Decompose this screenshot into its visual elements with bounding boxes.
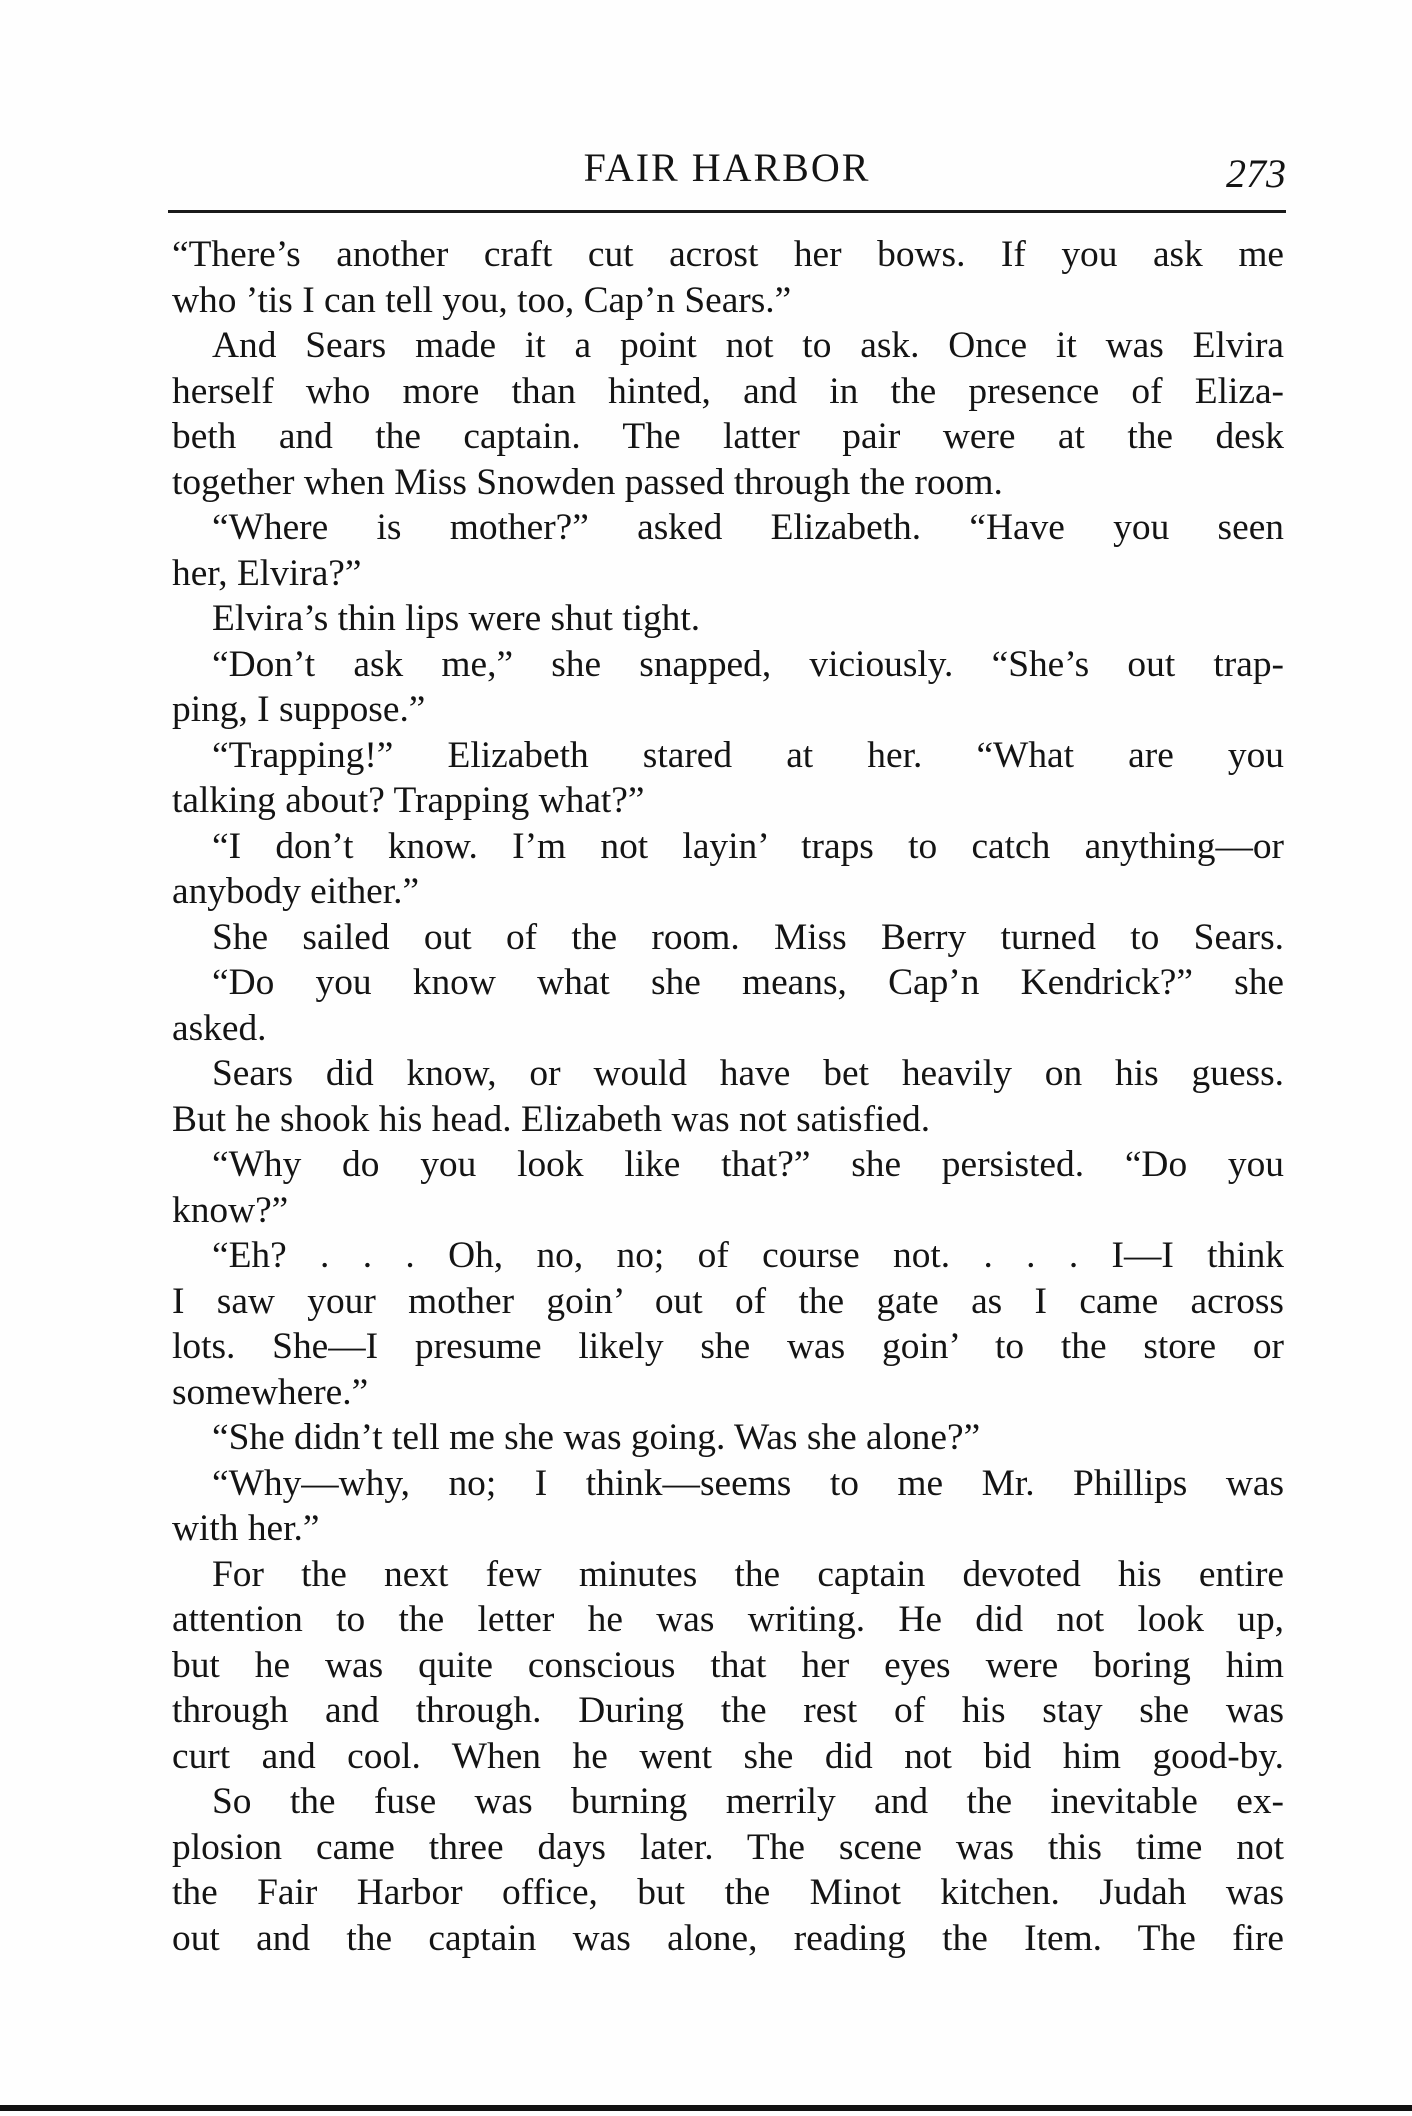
- text-line: I saw your mother goin’ out of the gate as I came across: [172, 1280, 1284, 1322]
- text-line: with her.”: [172, 1508, 320, 1549]
- text-line: She sailed out of the room. Miss Berry turned to Sears.: [212, 916, 1284, 958]
- text-line: lots. She—I presume likely she was goin’ to the store or: [172, 1326, 1284, 1367]
- text-line: “There’s another craft cut acrost her bows. If you ask me: [172, 234, 1284, 275]
- text-line: Sears did know, or would have bet heavily on his guess.: [212, 1053, 1284, 1094]
- running-title: FAIR HARBOR: [583, 145, 871, 190]
- text-line: anybody either.”: [172, 871, 420, 912]
- text-line: But he shook his head. Elizabeth was not satisfied.: [172, 1098, 931, 1140]
- text-line: ping, I suppose.”: [172, 689, 426, 730]
- text-line: “Do you know what she means, Cap’n Kendrick?” she: [212, 962, 1284, 1003]
- text-line: “Why do you look like that?” she persisted. “Do you: [212, 1144, 1284, 1185]
- text-line: together when Miss Snowden passed through the room.: [172, 461, 1003, 503]
- text-line: Elvira’s thin lips were shut tight.: [212, 598, 701, 639]
- text-line: “Don’t ask me,” she snapped, viciously. “She’s out trap-: [212, 643, 1284, 685]
- text-line: asked.: [172, 1007, 267, 1049]
- text-line: somewhere.”: [172, 1371, 369, 1413]
- page-number: 273: [1226, 151, 1286, 196]
- text-line: So the fuse was burning merrily and the inevitable ex-: [212, 1781, 1284, 1822]
- text-line: “Why—why, no; I think—seems to me Mr. Phillips was: [212, 1462, 1284, 1504]
- body-text: [172, 232, 1284, 1961]
- running-head: [168, 140, 1286, 210]
- text-line: “She didn’t tell me she was going. Was she alone?”: [212, 1417, 981, 1458]
- text-line: plosion came three days later. The scene was this time not: [172, 1826, 1284, 1868]
- text-line: the Fair Harbor office, but the Minot kitchen. Judah was: [172, 1872, 1284, 1913]
- text-line: “Trapping!” Elizabeth stared at her. “What are you: [212, 734, 1284, 776]
- text-line: “I don’t know. I’m not layin’ traps to catch anything—or: [212, 825, 1284, 867]
- text-line: her, Elvira?”: [172, 552, 362, 594]
- text-line: who ’tis I can tell you, too, Cap’n Sears.”: [172, 279, 792, 321]
- text-line: “Eh? . . . Oh, no, no; of course not. . . . I—I think: [212, 1235, 1284, 1276]
- text-line: For the next few minutes the captain devoted his entire: [212, 1553, 1284, 1595]
- text-line: curt and cool. When he went she did not bid him good-by.: [172, 1735, 1284, 1777]
- bottom-edge-rule: [0, 2105, 1412, 2111]
- text-line: but he was quite conscious that her eyes were boring him: [172, 1644, 1284, 1686]
- header-rule: [168, 210, 1286, 213]
- text-line: know?”: [172, 1189, 289, 1231]
- text-line: attention to the letter he was writing. He did not look up,: [172, 1599, 1284, 1640]
- text-line: talking about? Trapping what?”: [172, 780, 645, 821]
- text-line: herself who more than hinted, and in the presence of Eliza-: [172, 370, 1284, 412]
- text-line: beth and the captain. The latter pair were at the desk: [172, 416, 1284, 457]
- text-line: And Sears made it a point not to ask. Once it was Elvira: [212, 325, 1284, 366]
- text-line: through and through. During the rest of his stay she was: [172, 1690, 1284, 1731]
- text-line: “Where is mother?” asked Elizabeth. “Have you seen: [212, 507, 1284, 548]
- text-line: out and the captain was alone, reading the Item. The fire: [172, 1917, 1284, 1959]
